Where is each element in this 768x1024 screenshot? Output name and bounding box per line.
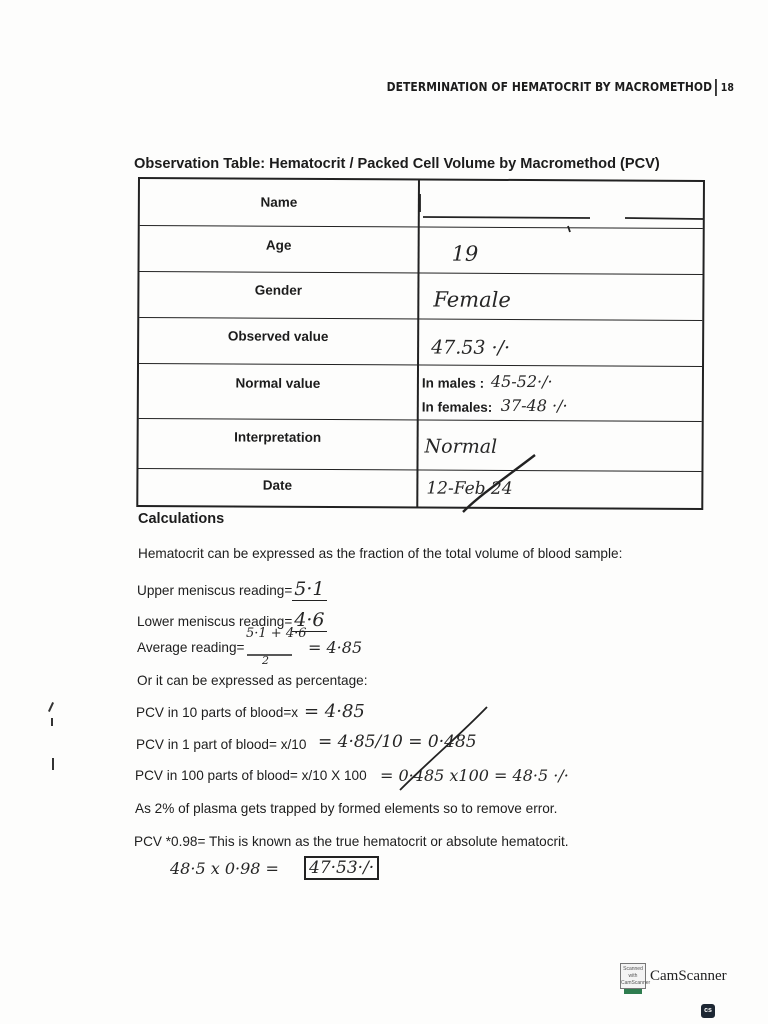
upper-meniscus-label: Upper meniscus reading=: [137, 583, 293, 598]
pcv10-label: PCV in 10 parts of blood=x: [136, 705, 299, 720]
pcv1-label: PCV in 1 part of blood= x/10: [136, 737, 307, 752]
row-label-observed-value: Observed value: [227, 328, 329, 344]
camscanner-logo: Scanned with CamScanner: [620, 963, 646, 989]
normal-females-label: In females:: [421, 399, 493, 415]
percentage-intro: Or it can be expressed as percentage:: [137, 673, 368, 688]
normal-males-value: 45-52·/·: [490, 371, 553, 392]
pcv10-value: = 4·85: [304, 701, 365, 722]
margin-mark: [52, 758, 54, 770]
camscanner-name: CamScanner: [650, 967, 727, 984]
row-label-name: Name: [260, 194, 298, 210]
row-value-age: 19: [451, 241, 479, 266]
pcv100-label: PCV in 100 parts of blood= x/10 X 100: [135, 768, 367, 783]
pcv100-value: = 0·485 x100 = 48·5 ·/·: [380, 766, 569, 785]
row-label-normal-value: Normal value: [235, 375, 321, 391]
observation-table-title: Observation Table: Hematocrit / Packed Cell Volume by Macromethod (PCV): [134, 156, 660, 172]
margin-mark: [51, 718, 53, 726]
plasma-note: As 2% of plasma gets trapped by formed elements so to remove error.: [135, 801, 558, 816]
page-number: 18: [720, 81, 734, 94]
row-label-gender: Gender: [254, 282, 303, 298]
row-label-interpretation: Interpretation: [234, 429, 322, 445]
camscanner-badge-icon: cs: [701, 1004, 715, 1018]
average-denominator: 2: [262, 654, 269, 667]
lower-meniscus-label: Lower meniscus reading=: [137, 614, 293, 629]
calculations-heading: Calculations: [138, 511, 225, 527]
row-label-date: Date: [262, 477, 293, 493]
average-reading-label: Average reading=: [137, 640, 245, 655]
upper-meniscus-value: 5·1: [294, 578, 325, 600]
date-check-mark: [463, 455, 535, 512]
row-value-observed-value: 47.53 ·/·: [431, 336, 511, 359]
final-boxed-value: 47·53·/·: [304, 856, 379, 880]
upper-meniscus-line: [137, 578, 327, 601]
row-value-interpretation: Normal: [424, 435, 498, 458]
final-expression: 48·5 x 0·98 =: [170, 859, 279, 878]
row-value-date: 12-Feb 24: [426, 478, 513, 499]
lower-meniscus-value: 4·6: [294, 609, 325, 631]
calc-intro: Hematocrit can be expressed as the fraction of the total volume of blood sample:: [138, 546, 623, 561]
average-result: = 4·85: [308, 638, 363, 657]
row-label-age: Age: [265, 237, 292, 253]
average-numerator: 5·1 + 4·6: [246, 626, 307, 641]
header-title: DETERMINATION OF HEMATOCRIT BY MACROMETHOD: [386, 79, 713, 94]
pcv1-value: = 4·85/10 = 0·485: [318, 732, 477, 752]
normal-males-label: In males :: [421, 375, 485, 391]
camscanner-watermark: [620, 963, 727, 989]
true-hematocrit-note: PCV *0.98= This is known as the true hematocrit or absolute hematocrit.: [134, 834, 569, 849]
row-value-gender: Female: [433, 287, 511, 312]
normal-females-value: 37-48 ·/·: [500, 395, 568, 416]
